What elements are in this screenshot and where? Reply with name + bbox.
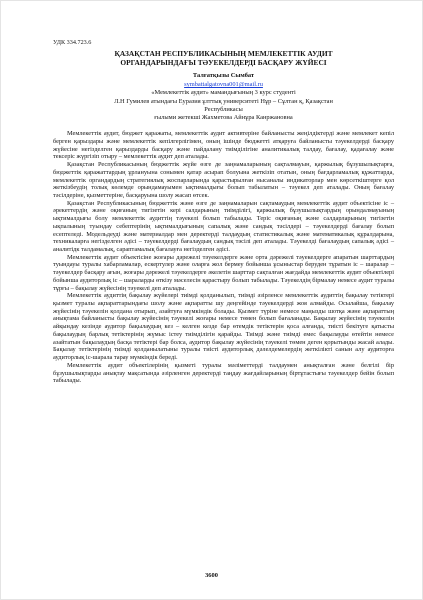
- paragraph: Мемлекеттік аудит объектілерінің қызметі туралы мәліметтерді талдаумен анықталған және белгілі бір бұзушылықтарды анықтау мақсатында әзірленген деректерді таңдау жағдайларының біртұтастығы тәуекелдер бейін болып табылады.: [53, 361, 394, 385]
- title-line-2: ОРГАНДАРЫНДАҒЫ ТӘУЕКЕЛДЕРДІ БАСҚАРУ ЖҮЙЕСІ: [120, 58, 327, 67]
- author-email[interactable]: [53, 81, 394, 89]
- author-affiliation-1: «Мемлекеттік аудит» мамандығының 3 курс студенті: [151, 89, 296, 97]
- paragraph: Мемлекеттік аудиттің бақылау жүйелері тиімді қолданылып, тиімді әзірленсе мемлекеттік аудиттің бақылау тетіктері қызмет туралы ақпараттарындағы шолу және ақпаратты шу деңгейінде тәуекелдерді жоя алмайды. Осылайша, бақылау жүйесінің тәуекелін қолдана отырып, азайтуға мүмкіндік болады. Қызмет түріне немесе маңызды шотқа және ақпараттың анықтама байланысты бақылау жүйесінің тәуекелі жоғары немесе төмен болып бағаланады. Бақылау жүйесінің тәуекелін айқындау кезінде аудитор бақылаудың кез – келген кезде бар өтемдік тетіктерін қоса алғанда, тиісті бекітуге қатысты бақылаудың барлық тетіктерінің жүмыс істеу тиімділігін қарайды. Тиімді және тиімді емес бақылауды өтейтін немесе азайтатын бақылаудың басқа тетіктері бар болса, аудитор бақылау жүйесінің тәуекелі төмен деген қорытынды жасай алады. Бақылау тетіктерінің тиімді қолданылатыны туралы тиісті аудиторлық дәлелдемелердің жеткілікті санын алу аудиторға аудиторлық іс-шарала тарау мүмкіндік береді.: [53, 292, 394, 362]
- article-title: [59, 49, 388, 67]
- paragraph: Мемлекеттік аудит объектісіне жоғары дәрежелі тәуекелдерге және орта дәрежелі тәуекелдерге апаратын шарттардың туындауы туралы хабарламалар, ескертулер және оларға жол бермеу бойынша ұсыныстар беруден тұратын іс – шаралар – тәуекелдер басқару ағын, жоғары дәрежелі тәуекелдерге әкелетін шарттар сақталған жағдайда мемлекеттік аудит объектілері бойынша аудиторлық іс – шараларды өткізу мәселесін қарастыру болып табылады. Тәуекелдің бірмалау немесе аудит туралы тұрғы – бақылау жүйесінің тәуекелі деп аталады.: [53, 253, 394, 292]
- article-body: [53, 130, 394, 385]
- supervisor-line: ғылыми жетекші Жахметова Айнұра Канржановна: [154, 114, 293, 122]
- author-affiliation-2: Л.Н Гумилев атындағы Еуразия ұлттық университеті Нұр – Сұлтан қ, Қазақстан: [114, 97, 333, 105]
- paragraph: Мемлекеттік аудит, бюджет қаражаты, мемлекеттік аудит активтеріне байланысты жеңілдіктерді және мемлекет кепіл берген қарыздары және мемлекеттік кепілгерлігімен, оның ішінде бюджетті атқаруға байланысты тәуекелдерді басқару жүйесіне негізделген қарыздарды басқару және пайдалану тиімділігіне аналитикалық талдау, бағалау, қадағалау және тексеріс жүргізіп отыру – мемлекеттік аудит деп аталады.: [53, 130, 394, 161]
- page-number: 3600: [205, 572, 218, 579]
- author-affiliation-3: Республикасы: [204, 105, 243, 113]
- udk-code: УДК 334.723.6: [53, 39, 92, 46]
- paragraph: Қазақстан Республикасының бюджеттік және өзге де заңнамаларын сақтамаудың мемлекеттік аудит объектісіне іс – әрекеттердің және оқиғаның тигізетін кері салдарының тиімділігі, қаржылық бұзушылықтардың орындалмауының ықтималдығы болу мемлекеттік аудиттің тәуекелі болып табылады. Теріс оқиғаның және салдарларының тигізетін ықпалының туындау себептерінің ықтималдығының сапалық және сандық тәсілдері – тәуекелдерді бағалау болып есептеледі. Модельдеуді және материалдар мен деректерді талдаудың статистикалық және математикалық құралдарына, техникаларға негізделген әдісі – тәуекелдерді бағалаудың сандық тәсілі деп аталады. Тәуекелді бағалаудың сапалық әдісі – аналитідк талдамалық, сараптамалық бағалауға негізделген әдісі.: [53, 199, 394, 253]
- paragraph: Қазақстан Республикасының бюджеттік жүйе өзге де заңнамаларының сақталмауын, қаржылық бұзушылықтарға, бюджеттік қаражаттардың ұрлануына сонымен қатар асырап болуына жеткізіп отатын, оның бағдарламалық құжаттарда, мемлекеттік органдардың стратегиялық жоспарларында қарастырылған нысаналы индикаторлар мен көрсеткіштерге қол жеткізбеудің толық көлемде орындамауымен ықтималдығы болып табылатын – тәуекел деп аталады. Оның бағалау тәсілдеріне, қызметтеріне, басқаруына шолу жасап өтсек.: [53, 161, 394, 199]
- author-block: [53, 72, 394, 122]
- author-name: Талғатқызы Сымбат: [192, 72, 255, 79]
- email-link[interactable]: symbattalgatovna001@mail.ru: [184, 81, 263, 89]
- title-line-1: ҚАЗАҚСТАН РЕСПУБЛИКАСЫНЫҢ МЕМЛЕКЕТТІК АУДИТ: [114, 49, 333, 58]
